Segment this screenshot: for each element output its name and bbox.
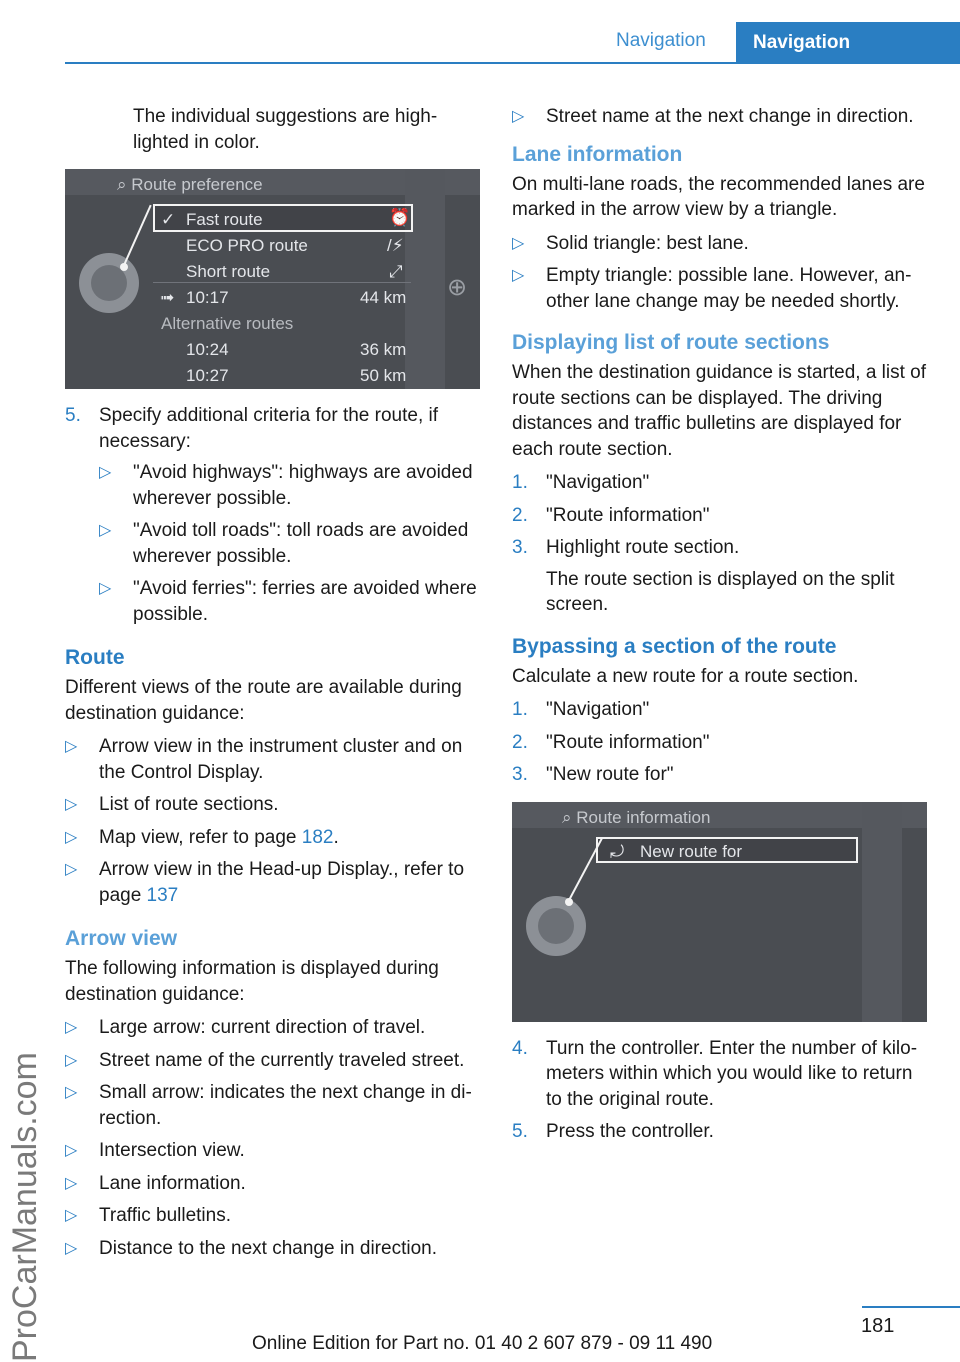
list-item: ▷ Map view, refer to page 182.	[65, 825, 483, 851]
route-option-eco: ECO PRO route	[186, 236, 308, 255]
list-item: ▷ List of route sections.	[65, 792, 483, 818]
top-list	[512, 104, 930, 130]
page-link-137[interactable]: 137	[146, 884, 179, 906]
intro-text: The individual suggestions are high-lighted in color.	[133, 106, 438, 153]
controller-knob-icon	[79, 253, 139, 313]
callout-line	[568, 838, 603, 901]
triangle-bullet-icon: ▷	[512, 267, 525, 284]
heading-bypassing: Bypassing a section of the route	[512, 634, 837, 658]
list-item: 3. Highlight route section. The route section is displayed on the split screen.	[512, 535, 930, 618]
triangle-bullet-icon: ▷	[65, 1051, 78, 1069]
heading-lane-information: Lane information	[512, 142, 683, 166]
bypass-steps	[512, 697, 930, 788]
edition-footer: Online Edition for Part no. 01 40 2 607 879 - 09 11 490	[252, 1333, 713, 1354]
screen-title-route-preference: ⌕ Route preference	[117, 175, 263, 194]
header-rule	[65, 62, 960, 64]
alt-distance-1: 36 km	[360, 340, 407, 359]
triangle-bullet-icon: ▷	[65, 1239, 78, 1257]
lane-text: On multi-lane roads, the recommended lanes are marked in the arrow view by a triangle.	[512, 173, 925, 220]
triangle-bullet-icon: ▷	[99, 464, 112, 481]
route-text: Different views of the route are available during destination guidance:	[65, 677, 462, 724]
triangle-bullet-icon: ▷	[65, 738, 78, 755]
route-sections-steps	[512, 470, 930, 618]
triangle-bullet-icon: ▷	[65, 1084, 78, 1101]
route-arrow-icon: ➟	[160, 288, 175, 307]
list-item: 2. "Route information"	[512, 504, 710, 526]
list-item: ▷ Lane information.	[65, 1171, 483, 1197]
route-list	[65, 734, 483, 908]
lane-list	[512, 231, 930, 315]
list-item: ▷ Arrow view in the instrument cluster and on the Control Display.	[65, 736, 463, 783]
header-chapter-tab: Navigation	[736, 22, 960, 64]
right-column	[512, 104, 930, 1152]
summary-distance: 44 km	[360, 288, 407, 307]
arrow-view-list	[65, 1015, 483, 1261]
arrow-view-text: The following information is displayed during destination guidance:	[65, 958, 439, 1005]
triangle-bullet-icon: ▷	[512, 108, 525, 125]
triangle-bullet-icon: ▷	[65, 796, 78, 813]
list-item: ▷ "Avoid toll roads": toll roads are avoided wherever possible.	[99, 520, 469, 567]
list-item: 2. "Route information"	[512, 731, 710, 753]
list-item: ▷ Arrow view in the Head-up Display., refer to page 137	[65, 859, 465, 906]
bypass-steps-continued	[512, 1036, 930, 1145]
step-note: The route section is displayed on the split screen.	[546, 568, 895, 615]
list-item: 1. "Navigation"	[512, 699, 650, 720]
list-item: ▷ "Avoid ferries": ferries are avoided where possible.	[99, 578, 477, 625]
route-edit-icon: ⤾	[610, 841, 625, 861]
new-route-for-item: New route for	[640, 841, 743, 861]
summary-time: 10:17	[186, 288, 229, 307]
list-item: ▷ Empty triangle: possible lane. However, an-other lane change may be needed shortly.	[512, 265, 912, 312]
list-item: ▷ Large arrow: current direction of travel.	[65, 1015, 483, 1041]
list-item: ▷ Distance to the next change in direction.	[65, 1236, 483, 1262]
list-item: ▷ Solid triangle: best lane.	[512, 231, 930, 257]
step-5: 5. Specify additional criteria for the route, if necessary: ▷ "Avoid highways": highways are avoided wherever possible. ▷ "Avoid toll roads": toll roads are avoided wherever possible. ▷ "Avoid ferries": ferries are avoided where possible.	[65, 403, 483, 627]
triangle-bullet-icon: ▷	[65, 861, 78, 878]
list-item: 4. Turn the controller. Enter the number of kilo-meters within which you would like to return to the original route.	[512, 1037, 918, 1110]
triangle-bullet-icon: ▷	[512, 234, 525, 252]
screen-title-route-information: ⌕ Route information	[562, 807, 711, 827]
route-option-fast: Fast route	[186, 210, 263, 229]
navigation-icon: ⌕	[562, 807, 577, 827]
add-icon: ⊕	[447, 274, 468, 301]
triangle-bullet-icon: ▷	[65, 1019, 78, 1036]
route-information-screen	[512, 802, 927, 1022]
alt-time-1: 10:24	[186, 340, 229, 359]
list-item: ▷ "Avoid highways": highways are avoided wherever possible.	[99, 462, 473, 509]
list-item: 1. "Navigation"	[512, 472, 650, 493]
alternative-routes-label: Alternative routes	[161, 314, 294, 333]
step-list-5	[65, 403, 483, 627]
route-preference-screen	[65, 169, 480, 389]
heading-route: Route	[65, 646, 125, 669]
alarm-clock-icon: ⏰	[389, 208, 411, 227]
page-number: 181	[861, 1315, 895, 1337]
eco-icon: /⚡	[387, 236, 404, 255]
list-item: ▷ Traffic bulletins.	[65, 1203, 483, 1229]
list-item: 5. Press the controller.	[512, 1121, 714, 1142]
footer-rule	[862, 1306, 960, 1308]
navigation-icon: ⌕	[117, 175, 132, 194]
short-route-icon: ⤢	[389, 262, 403, 281]
list-item: ▷ Street name of the currently traveled street.	[65, 1048, 483, 1074]
callout-line	[123, 205, 152, 266]
list-item: 3. "New route for"	[512, 764, 674, 785]
route-sections-text: When the destination guidance is started, a list of route sections can be displayed. The driving distances and traffic bulletins are displayed for each route section.	[512, 362, 927, 460]
criteria-list	[99, 460, 483, 627]
list-item: ▷ Small arrow: indicates the next change in di-rection.	[65, 1082, 472, 1129]
triangle-bullet-icon: ▷	[99, 580, 112, 597]
triangle-bullet-icon: ▷	[65, 1207, 78, 1224]
triangle-bullet-icon: ▷	[65, 828, 78, 846]
alt-time-2: 10:27	[186, 366, 229, 385]
side-watermark: ProCarManuals.com	[6, 1052, 44, 1362]
alt-distance-2: 50 km	[360, 366, 407, 385]
list-item: ▷ Intersection view.	[65, 1138, 483, 1164]
header-section-label: Navigation	[616, 30, 706, 51]
triangle-bullet-icon: ▷	[65, 1142, 78, 1159]
triangle-bullet-icon: ▷	[99, 522, 112, 539]
left-column	[65, 104, 483, 1268]
list-item: ▷ Street name at the next change in direction.	[512, 104, 930, 130]
controller-knob-icon	[526, 896, 586, 956]
triangle-bullet-icon: ▷	[65, 1174, 78, 1192]
bypass-text: Calculate a new route for a route section.	[512, 665, 859, 687]
checkmark-icon: ✓	[161, 210, 176, 229]
heading-arrow-view: Arrow view	[65, 927, 178, 950]
route-option-short: Short route	[186, 262, 271, 281]
page-link-182[interactable]: 182	[301, 826, 334, 848]
heading-route-sections: Displaying list of route sections	[512, 331, 830, 354]
